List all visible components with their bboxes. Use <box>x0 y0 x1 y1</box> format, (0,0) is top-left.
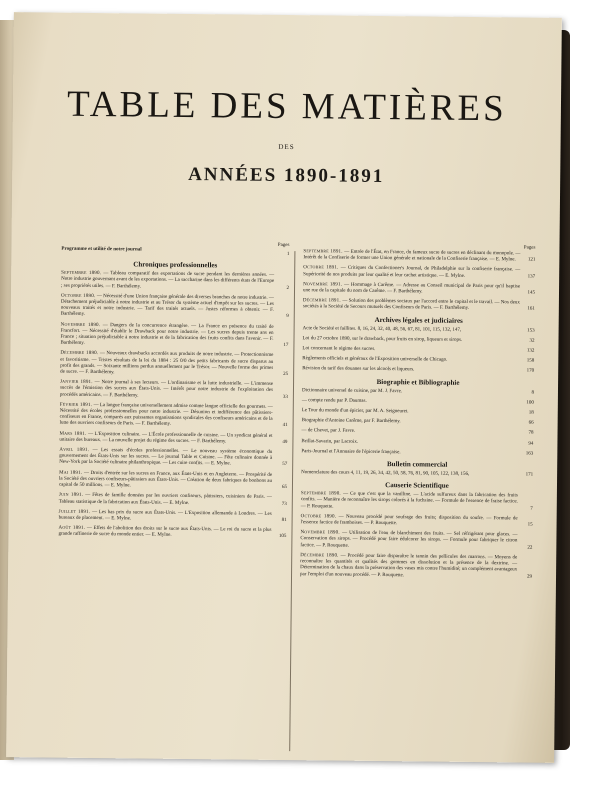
main-heading-text: Programme et utilité de notre journal <box>61 246 142 253</box>
toc-entry-text <box>302 356 523 365</box>
toc-entry <box>302 336 534 345</box>
title-years: ANNÉES 1890-1891 <box>188 163 385 188</box>
toc-entry-date: Août 1891. <box>58 525 87 532</box>
toc-entry <box>302 356 534 365</box>
toc-entry-page: 32 <box>529 338 535 344</box>
toc-entry-text <box>61 271 278 292</box>
toc-entry <box>302 367 534 376</box>
toc-entry-page: 153 <box>527 328 535 334</box>
toc-entry-page: 73 <box>281 501 287 507</box>
toc-entry-text <box>303 326 524 335</box>
toc-entry-text <box>302 429 523 438</box>
toc-entry-description: — compte rendu par P. Daumas. <box>301 398 367 404</box>
toc-entry-date: Décembre 1890. <box>60 351 100 357</box>
toc-entry <box>59 431 287 446</box>
toc-entry-page: 17 <box>283 343 289 349</box>
toc-entry-text <box>301 514 522 529</box>
toc-entry-description: — Utilisation de l'eau de blanchiment des fruits. — Sel réfrigérant pour glaces. — Conservation des sirops. — Procédé pour faire édulcorer les sirops. — Formule pour fabriquer le citron factice. — P. Rouquette. <box>300 530 518 549</box>
toc-entry-description: — Tableau comparatif des exportations de sucre pendant les dernières années. — Notre industrie gouvernant avant de les exportations. — La saccharine dans les différents états de l'Europe ; ses propriétés utiles. — F. Barthélemy. <box>61 271 275 290</box>
toc-entry <box>300 553 532 580</box>
toc-entry-page: 8 <box>531 390 534 396</box>
toc-entry-date: Mars 1891. <box>59 431 89 437</box>
toc-entry-page: 57 <box>282 462 288 468</box>
toc-entry-text <box>303 298 524 313</box>
toc-entry-date: Juillet 1891. <box>58 509 93 515</box>
toc-entry-date: Novembre 1890. <box>60 322 103 328</box>
toc-entry <box>302 418 534 427</box>
main-heading-entry <box>61 247 289 259</box>
toc-entry-page: 15 <box>527 522 533 528</box>
toc-entry-text <box>60 380 277 401</box>
toc-entry <box>59 509 287 524</box>
toc-entry-text <box>59 493 276 508</box>
toc-entry-date: Octobre 1890. <box>300 514 339 520</box>
toc-entry-description: Acte de Société et faillites. 8, 16, 24, 32, 40, 48, 56, 67, 81, 101, 115, 132, 147, <box>302 325 462 333</box>
toc-entry-text <box>303 266 524 281</box>
page-title: TABLE DES MATIÈRES <box>66 83 507 130</box>
right-top-entries <box>303 249 536 313</box>
toc-entry-text <box>302 418 523 427</box>
toc-entry <box>301 470 533 479</box>
toc-entry-description: Biographie d'Antoine Carême, par F. Barthélemy. <box>301 418 401 425</box>
toc-entry-page: 25 <box>283 372 289 378</box>
toc-entry-description: — L'Exposition culinaire. — L'École professionnelle de cuisine. — Un syndicat général et unitaire des bureaux. — La nouvelle projet du régime des sucres. — F. Barthélemy. <box>59 431 273 445</box>
toc-entry-date: Septembre 1890. <box>300 491 344 497</box>
toc-entry-text <box>302 367 523 376</box>
section-title: Biographie et Bibliographie <box>376 377 460 387</box>
toc-entry-page: 7 <box>530 506 533 512</box>
toc-entry-text <box>302 388 523 397</box>
toc-entry-description: Paris-Journal et l'Annuaire de l'épicerie française. <box>301 449 401 456</box>
toc-entry-text <box>59 509 276 524</box>
toc-entry-description: — Hommage à Carême. — Adresse au Conseil municipal de Paris pour qu'il baptise une rue de la capitale du nom de Carême. — F. Barthélemy. <box>302 282 521 295</box>
toc-entry <box>301 449 533 458</box>
toc-entry-text <box>300 553 521 580</box>
toc-entry <box>302 398 534 407</box>
toc-entry <box>61 271 289 292</box>
toc-entry-text <box>303 249 524 264</box>
toc-entry-page: 18 <box>528 410 534 416</box>
column-divider <box>289 251 295 751</box>
toc-entry-description: — Nouveau procédé pour soufrage des fruits; disposition du soufre. — Formule de l'essence factice de framboises. — P. Rouquette. <box>300 514 518 527</box>
toc-entry-date: Novembre 1890. <box>300 530 343 536</box>
toc-entry-text <box>302 408 523 417</box>
toc-entry <box>60 403 288 430</box>
toc-entry-description: Loi du 27 octobre 1890, sur le drawback, pour fruits en sirop, liqueurs et sirops. <box>302 336 463 343</box>
toc-entry-description: — Solution des problèmes sociaux par l'accord entre le capital et le travail. — Nos deux sociétés à la Société de Secours mutuels des Confiseurs de Paris. — F. Barthélemy. <box>302 298 520 312</box>
toc-entry-page: 170 <box>526 368 535 375</box>
title-des: DES <box>278 142 295 152</box>
toc-entry <box>59 470 287 491</box>
section-title: Archives légales et judiciaires <box>374 315 463 325</box>
toc-entry <box>300 530 532 551</box>
toc-entry-description: — Notre journal à ses lecteurs. — L'ordinarisme et la lutte industrielle. — L'immense succès de l'émission des sucres aux États-Unis. — Intérêt pour notre industrie de l'exploitation des procédés américains. — F. Barthélemy. <box>59 380 274 399</box>
toc-entry-text <box>59 470 276 491</box>
main-heading-page: 1 <box>286 252 290 258</box>
toc-entry-date: Janvier 1891. <box>60 379 95 386</box>
toc-entry <box>302 388 534 397</box>
toc-entry-date: Juin 1891. <box>58 492 86 499</box>
toc-entry <box>303 326 535 335</box>
toc-entry-description: Brillat-Savarin, par Lacroix. <box>301 438 359 445</box>
toc-entry-date: Octobre 1890. <box>60 293 97 299</box>
toc-entry-date: Novembre 1891. <box>303 282 345 288</box>
toc-entry-page: 171 <box>525 472 534 478</box>
toc-entry-text <box>60 351 277 378</box>
toc-entry-description: — Entrée de l'État, en France, du fameux sucre de sucres en déclinant du monopole. — Intérêt de la Confiserie de former une Union générale et nationale de la Confiserie française. — E. Mylne. <box>303 249 521 263</box>
toc-entry-page: 137 <box>527 274 536 280</box>
toc-entry-description: — de Chevet, par J. Favre. <box>301 428 356 435</box>
toc-entry-date: Décembre 1890. <box>300 553 341 559</box>
toc-entry-page: 163 <box>525 451 534 457</box>
toc-entry-description: — Les bas prix du sucre aux États-Unis. — L'Exposition allemande à Londres. — Les bureaux de placement. — E. Mylne. <box>58 509 272 522</box>
section-title-chroniques: Chroniques professionnelles <box>133 260 218 270</box>
toc-entry-description: — Effets de l'abolition des droits sur le sucre aux États-Unis. — Le roi du sucre et la plus grande raffinerie de sucre du monde entier. — E. Mylne. <box>58 526 272 539</box>
toc-entry-description: — Fêtes de famille données par les ouvriers confiseurs, pâtissiers, cuisiniers de Paris. — Tableau statistique de la fabrication aux États-Unis. — E. Mylne. <box>58 493 272 506</box>
toc-entry-date: Mai 1891. <box>59 470 85 476</box>
toc-entry <box>302 346 534 355</box>
toc-entry-text <box>302 398 523 407</box>
toc-entry <box>303 282 535 297</box>
toc-entry-page: 33 <box>282 394 288 400</box>
toc-entry <box>61 293 289 320</box>
section-title: Causerie Scientifique <box>385 481 449 490</box>
toc-entry-text <box>301 491 522 512</box>
book-page <box>6 12 562 763</box>
toc-entry-description: — Nécessité d'une Union française générale des diverses branches de notre industrie. — Détachement préjudiciable à notre industrie et au Trésor du système actuel d'impôt sur les sucres. — Les nouveaux traités et notre industrie. — Tarif des traités actuels. — Justes réformes à obtenir. — F. Barthélemy. <box>60 293 274 318</box>
toc-entry-page: 41 <box>282 423 288 429</box>
toc-entry-page: 22 <box>527 545 533 551</box>
toc-entry-page: 161 <box>527 306 535 313</box>
toc-entry-page: 100 <box>526 400 534 406</box>
right-sections-list <box>300 315 535 580</box>
toc-entry <box>302 408 534 417</box>
toc-entry-text <box>58 526 275 541</box>
toc-entry-description: — Nouveaux drawbacks accordés aux produits de notre industrie. — Protectionnisme et favoritisme. — Tristes résultats de la loi du 1884 : 25 0/0 des petits fabricants de sucre disparus au profit des grands. — Soixante millions perdus annuellement par le Trésor. — Nouvelle forme des primes de sucre. — F. Barthélemy. <box>60 351 274 376</box>
toc-entry-text <box>59 448 276 469</box>
toc-entry <box>303 298 535 313</box>
toc-entry <box>301 491 533 512</box>
toc-entry <box>60 322 288 349</box>
pages-header-right: Pages <box>523 245 536 251</box>
toc-entry <box>301 439 533 448</box>
toc-entry <box>59 493 287 508</box>
toc-entry <box>60 351 288 378</box>
toc-entry-page: 81 <box>281 517 287 523</box>
toc-entry-date: Septembre 1891. <box>303 249 345 255</box>
section-title: Bulletin commercial <box>386 460 448 469</box>
toc-entry <box>302 429 534 438</box>
toc-entry-description: — Droits d'entrée sur les sucres en France, aux États-Unis et en Angleterre. — Prospérité de la Société des ouvriers confiseurs-pâtissiers aux États-Unis. — Création de deux fabriques de bonbons au capital de 50 millions. — E. Mylne. <box>58 470 273 489</box>
left-entries-list <box>58 271 289 541</box>
toc-entry-description: Dictionnaire universel de cuisine, par M. J. Favre. <box>301 387 403 394</box>
toc-entry-text <box>302 346 523 355</box>
toc-entry <box>59 448 287 469</box>
toc-entry-page: 66 <box>528 420 534 426</box>
toc-entry-description: Règlements officiels et généraux de l'Exposition universelle de Chicago. <box>302 356 448 363</box>
toc-entry-page: 145 <box>527 290 536 296</box>
toc-entry-text <box>61 293 278 320</box>
pages-header-left: Pages <box>277 242 290 249</box>
toc-entry-page: 65 <box>281 485 287 491</box>
left-column <box>58 241 289 545</box>
toc-entry-description: — Ce que c'est que la vanilline. — L'acide sulfureux dans la fabrication des fruits confits. — Manière de reconnaître les sirops colorés à la fuchsine. — Formule de l'essence de fraise factice. — P. Rouquette. <box>300 491 518 510</box>
toc-entry-text <box>302 336 523 345</box>
toc-entry-description: Nomenclature des cours 4, 11, 19, 26, 34, 42, 50, 58, 76, 81, 90, 105, 122, 138, 156, <box>301 470 470 478</box>
toc-entry-description: — Dangers de la concurrence étrangère. — La France en présence du traité de Francfort. — Nécessité d'établir le Drawback pour notre industrie. — Les sucres depuis trente ans en France ; situation préjudiciable à notre industrie et de la fabrication des fruits confits dans l'avenir. — F. Barthélemy. <box>60 322 274 347</box>
toc-entry-text <box>303 282 524 297</box>
toc-entry-description: — La langue française universellement admise comme langue officielle des gourmets. — Nécessité des écoles professionnelles pour notre industrie. — Désunion et indifférence des pâtissiers-confiseurs en France, comparés aux puissantes organisations syndicales des confiseurs américains et de la lutte des ouvriers confiseurs de Paris. — F. Barthélemy. <box>59 402 273 428</box>
toc-entry-text <box>301 439 522 448</box>
toc-entry-text <box>60 322 277 349</box>
toc-entry <box>301 514 533 529</box>
toc-entry <box>60 380 288 401</box>
toc-entry-page: 158 <box>526 358 535 364</box>
toc-entry-description: — Les essais d'écoles professionnelles. — Le nouveau système économique du gouvernement des États-Unis sur les sucres. — Le journal Table et Cuisine. — Fête culinaire donnée à New-York par la Société culinaire philanthropique. — Les cuire confits. — E. Mylne. <box>59 448 273 467</box>
toc-entry <box>303 266 535 281</box>
toc-entry-description: Révision du tarif des douanes sur les alcools et liqueurs. <box>302 366 415 373</box>
toc-entry-date: Février 1891. <box>59 402 94 408</box>
toc-entry-date: Septembre 1890. <box>61 270 104 277</box>
toc-entry-date: Octobre 1891. <box>303 265 341 271</box>
toc-entry-text <box>301 470 522 479</box>
toc-entry-page: 29 <box>527 574 533 580</box>
toc-entry-text <box>59 431 276 446</box>
toc-entry-page: 94 <box>528 441 534 447</box>
toc-entry-page: 105 <box>278 534 287 540</box>
toc-entry <box>58 526 286 541</box>
toc-entry-page: 2 <box>286 285 290 291</box>
toc-entry-text <box>301 449 522 458</box>
toc-entry-description: — Procédé pour faire disparaître le tannin des pellicules des marrons. — Moyens de reconnaître les quantités et qualités des gommes en dissolution et la présence de la dextrine. — Détermination de la chaux dans la préservation des vases mis contre l'humidité; un complément avantageux par l'emploi d'un nouveau procédé. — P. Rouquette. <box>300 553 518 578</box>
toc-entry <box>303 249 535 264</box>
toc-entry-description: Le Tour du monde d'un épicier, par M. A. Seigneuret. <box>301 408 409 415</box>
toc-entry-description: — Critiques du Confectioner's Journal, de Philadelphie sur la confiserie française. — Supériorité de nos produits par leur qualité et leur cachet artistique. — E. Mylne. <box>303 265 521 279</box>
toc-entry-page: 9 <box>286 314 289 320</box>
toc-entry-description: Loi concernant le régime des sucres. <box>302 346 376 352</box>
toc-entry-text <box>60 403 277 430</box>
right-column <box>300 243 536 584</box>
toc-entry-page: 121 <box>527 257 536 263</box>
toc-entry-text <box>300 530 521 551</box>
toc-entry-page: 132 <box>526 348 535 354</box>
toc-entry-date: Décembre 1891. <box>302 298 343 304</box>
toc-entry-page: 49 <box>282 439 288 445</box>
toc-entry-page: 78 <box>528 431 534 437</box>
toc-entry-date: Avril 1891. <box>59 447 93 454</box>
